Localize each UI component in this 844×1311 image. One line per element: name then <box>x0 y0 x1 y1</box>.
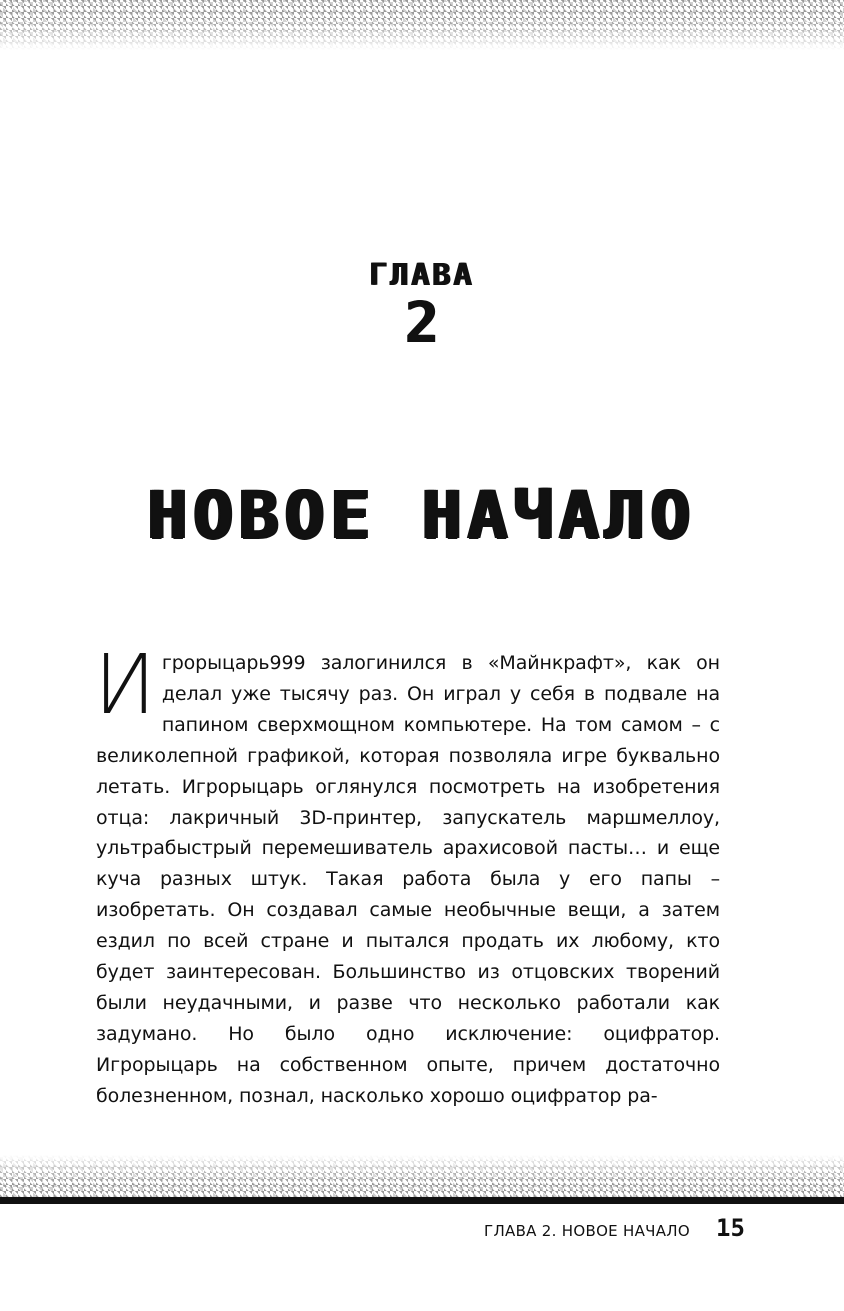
bottom-pixel-border <box>0 1155 844 1197</box>
body-paragraph <box>94 638 720 1112</box>
drop-cap: И <box>94 638 156 733</box>
chapter-number: 2 <box>405 291 439 356</box>
chapter-label: ГЛАВА <box>369 258 475 293</box>
top-pixel-border <box>0 0 844 50</box>
paragraph-text: грорыцарь999 залогинился в «Майнкрафт», как он делал уже тысячу раз. Он играл у себя в подвале на папином сверхмощном компьютере. На том самом – с великолепной графикой, которая позволяла игре буквально летать. Игрорыцарь оглянулся посмотреть на изобретения отца: лакричный 3D-принтер, запускатель маршмеллоу, ультрабыстрый перемешиватель арахисовой пасты… и еще куча разных штук. Такая работа была у его папы – изобретать. Он создавал самые необычные вещи, а затем ездил по всей стране и пытался продать их любому, кто будет заинтересован. Большинство из отцовских творений были неудачными, и разве что несколько работали как задумано. Но было одно исключение: оцифратор. Игрорыцарь на собственном опыте, причем достаточно болезненном, познал, насколько хорошо оцифратор ра- <box>96 652 720 1107</box>
chapter-title: НОВОЕ НАЧАЛО <box>147 477 697 554</box>
running-title: ГЛАВА 2. НОВОЕ НАЧАЛО <box>484 1222 690 1240</box>
footer-rule <box>0 1197 844 1204</box>
page-number: 15 <box>716 1214 745 1242</box>
